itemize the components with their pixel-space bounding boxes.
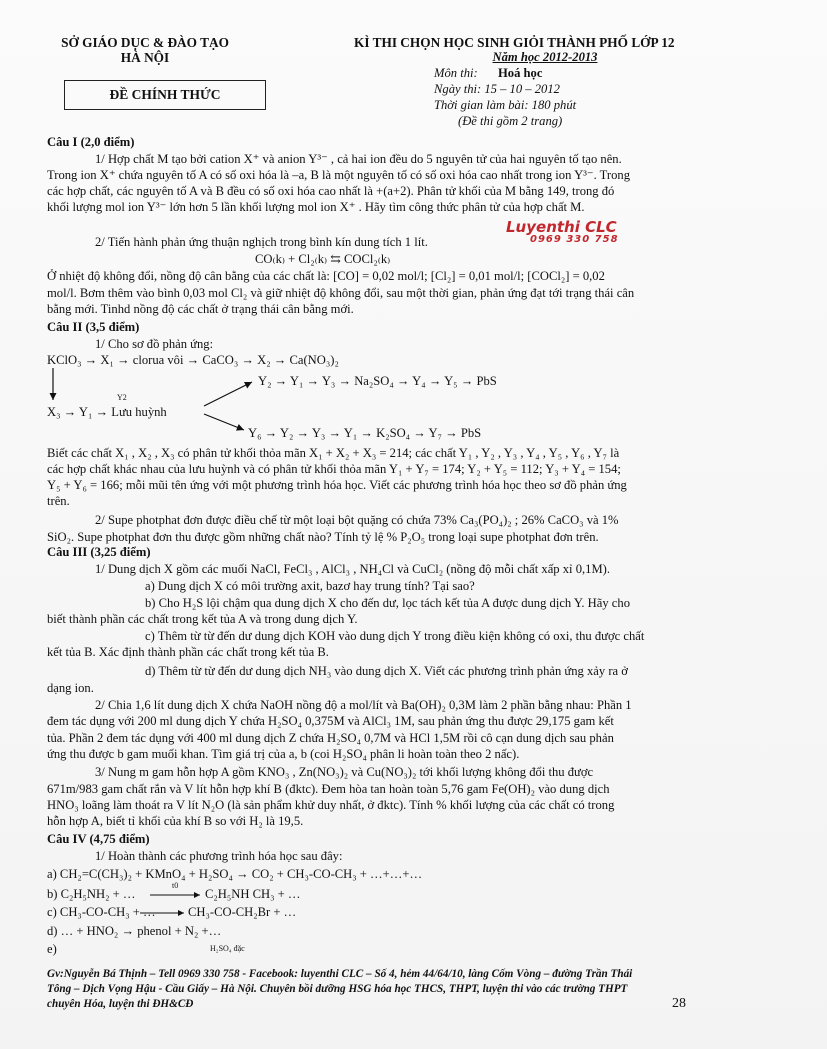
q3-c1: c) Thêm từ từ đến dư dung dịch KOH vào dung dịch Y trong điều kiện không có oxi, thu được chất: [145, 629, 645, 643]
q3-p2-l2: đem tác dụng với 200 ml dung dịch Y chứa H₂SO₄ 0,375M và AlCl₃ 1M, sau phản ứng thu được 29,175 gam kết: [47, 714, 614, 728]
q3-p3-l2: 671m/983 gam chất rắn và V lít hỗn hợp khí B (đktc). Đem hòa tan hoàn toàn 5,76 gam Fe(OH)₂ vào dung dịch: [47, 782, 610, 796]
q4-eq-b-left: b) C₂H₅NH₂ + …: [47, 887, 136, 901]
q2-text-l1: Biết các chất X₁ , X₂ , X₃ có phân tử khối thỏa mãn X₁ + X₂ + X₃ = 214; các chất Y₁ , Y₂ , Y₃ , Y₄ , Y₅ , Y₆ , Y₇ là: [47, 446, 620, 460]
q1-title: Câu I (2,0 điểm): [47, 135, 135, 149]
subject-label: Môn thi:: [434, 66, 478, 80]
exam-pages: (Đề thi gồm 2 trang): [458, 114, 563, 128]
q3-p3-l3: HNO₃ loãng làm thoát ra V lít N₂O (là sản phẩm khử duy nhất, ở đktc). Tính % khối lượng của các chất có trong: [47, 798, 615, 812]
q2-p2-l2: SiO₂. Supe photphat đơn thu được gồm những chất nào? Tính tỷ lệ % P₂O₅ trong loại supe photphat đơn trên.: [47, 530, 599, 544]
diagram-row4: Y₆ → Y₂ → Y₃ → Y₁ → K₂SO₄ → Y₇ → PbS: [248, 426, 482, 440]
q2-text-l4: trên.: [47, 494, 70, 508]
q4-eq-d: d) … + HNO₂ → phenol + N₂ +…: [47, 924, 222, 938]
diagram-row2: Y₂ → Y₁ → Y₃ → Na₂SO₄ → Y₄ → Y₅ → PbS: [258, 374, 497, 388]
q1-p1-l4: khối lượng mol ion Y³⁻ lớn hơn 5 lần khối lượng mol ion X⁺ . Hãy tìm công thức phân tử của hợp chất M.: [47, 200, 585, 214]
q3-a: a) Dung dịch X có môi trường axit, bazơ hay trung tính? Tại sao?: [145, 579, 475, 593]
diagram-row1: KClO₃ → X₁ → clorua vôi → CaCO₃ → X₂ → Ca(NO₃)₂: [47, 353, 339, 367]
q1-equation: CO₍k₎ + Cl₂₍k₎ ⇆ COCl₂₍k₎: [255, 252, 391, 266]
q4-eq-c-right: CH₃-CO-CH₂Br + …: [188, 905, 297, 919]
q1-p2-l3: mol/l. Bơm thêm vào bình 0,03 mol Cl₂ và giữ nhiệt độ không đổi, sau một thời gian, phản ứng đạt tới trạng thái cân: [47, 286, 635, 300]
footer-line1: Gv:Nguyễn Bá Thịnh – Tell 0969 330 758 - Facebook: luyenthi CLC – Số 4, hẻm 44/64/10, làng Cốm Vòng – đường Trần Thái: [47, 968, 633, 980]
diagram-y2-label: Y2: [117, 393, 127, 402]
dept-line2: HÀ NỘI: [120, 50, 170, 65]
q1-p2-l4: bằng mới. Tinhd nồng độ các chất ở trạng thái cân bằng mới.: [47, 302, 354, 316]
watermark-line1: Luyenthi CLC: [506, 218, 617, 236]
q3-p1-l1: 1/ Dung dịch X gồm các muối NaCl, FeCl₃ , AlCl₃ , NH₄Cl và CuCl₂ (nồng độ mỗi chất xấp xỉ 0,1M).: [95, 562, 610, 576]
page-number: 28: [672, 996, 686, 1011]
dept-line1: SỞ GIÁO DỤC & ĐÀO TẠO: [61, 35, 229, 50]
official-box: ĐỀ CHÍNH THỨC: [64, 80, 266, 110]
footer-line2: Tông – Dịch Vọng Hậu - Cầu Giấy – Hà Nội. Chuyên bồi dưỡng HSG hóa học THCS, THPT, luyện thi vào các trường THPT: [47, 983, 628, 995]
q3-p3-l1: 3/ Nung m gam hỗn hợp A gồm KNO₃ , Zn(NO₃)₂ và Cu(NO₃)₂ tới khối lượng không đổi thu được: [95, 765, 594, 779]
exam-date: Ngày thi: 15 – 10 – 2012: [434, 82, 560, 96]
exam-duration: Thời gian làm bài: 180 phút: [434, 98, 577, 112]
diagram-row3: X₃ → Y₁ → Lưu huỳnh: [47, 405, 167, 419]
subject-value: Hoá học: [498, 66, 543, 80]
watermark-line2: 0969 330 758: [530, 234, 619, 245]
q3-p2-l4: ứng thu được b gam muối khan. Tìm giá trị của a, b (coi H₂SO₄ phân li hoàn toàn theo 2 nấc).: [47, 747, 520, 761]
q3-p3-l4: hỗn hợp A, biết tỉ khối của khí B so với H₂ là 19,5.: [47, 814, 304, 828]
q3-b2: biết thành phần các chất trong kết tủa A và trong dung dịch Y.: [47, 612, 358, 626]
q3-p2-l1: 2/ Chia 1,6 lít dung dịch X chứa NaOH nồng độ a mol/lít và Ba(OH)₂ 0,3M làm 2 phần bằng nhau: Phần 1: [95, 698, 632, 712]
school-year: Năm học 2012-2013: [492, 50, 598, 64]
q4-eq-a: a) CH₂=C(CH₃)₂ + KMnO₄ + H₂SO₄ → CO₂ + CH₃-CO-CH₃ + …+…+…: [47, 867, 423, 881]
q2-p2-l1: 2/ Supe photphat đơn được điều chế từ một loại bột quặng có chứa 73% Ca₃(PO₄)₂ ; 26% CaCO₃ và 1%: [95, 513, 619, 527]
q2-title: Câu II (3,5 điểm): [47, 320, 140, 334]
q3-p2-l3: tủa. Phần 2 đem tác dụng với 400 ml dung dịch Z chứa H₂SO₄ 0,7M và HCl 1,5M rồi cô cạn dung dịch sau phản: [47, 731, 614, 745]
q1-p2-l2: Ở nhiệt độ không đổi, nồng độ cân bằng của các chất là: [CO] = 0,02 mol/l; [Cl₂] = 0,01 mol/l; [COCl₂] = 0,02: [47, 269, 605, 283]
q2-text-l3: Y₅ + Y₆ = 166; mỗi mũi tên ứng với một phương trình hóa học. Viết các phương trình hóa học theo sơ đồ phản ứng: [47, 478, 627, 492]
q1-p2-l1: 2/ Tiến hành phản ứng thuận nghịch trong bình kín dung tích 1 lít.: [95, 235, 428, 249]
exam-title: KÌ THI CHỌN HỌC SINH GIỎI THÀNH PHỐ LỚP 12: [354, 35, 675, 50]
q4-title: Câu IV (4,75 điểm): [47, 832, 150, 846]
q1-p1-l2: Trong ion X⁺ chứa nguyên tố A có số oxi hóa là –a, B là một nguyên tố có số oxi hóa cao nhất trong ion Y³⁻. Trong: [47, 168, 630, 182]
q3-d2: dạng ion.: [47, 681, 94, 695]
q4-eq-e-condition: H₂SO₄ đặc: [210, 944, 245, 953]
q4-p1: 1/ Hoàn thành các phương trình hóa học sau đây:: [95, 849, 343, 863]
q1-p1-l3: các hợp chất, các nguyên tố A và B đều có số oxi hóa cao nhất là +(a+2). Phân tử khối của M bằng 149, trong đó: [47, 184, 615, 198]
q3-title: Câu III (3,25 điểm): [47, 545, 151, 559]
q3-c2: kết tủa B. Xác định thành phần các chất trong kết tủa B.: [47, 645, 329, 659]
q2-p1-title: 1/ Cho sơ đồ phản ứng:: [95, 337, 214, 351]
q4-eq-b-condition: t0: [172, 881, 179, 890]
q3-d1: d) Thêm từ từ đến dư dung dịch NH₃ vào dung dịch X. Viết các phương trình phản ứng xảy ra ở: [145, 664, 628, 678]
q2-text-l2: các hợp chất khác nhau của lưu huỳnh và có phân tử khối thỏa mãn Y₁ + Y₇ = 174; Y₂ + Y₅ = 112; Y₃ + Y₄ = 154;: [47, 462, 621, 476]
q4-eq-b-right: C₂H₅NH CH₃ + …: [205, 887, 301, 901]
q3-b1: b) Cho H₂S lội chậm qua dung dịch X cho đến dư, lọc tách kết tủa A được dung dịch Y. Hãy cho: [145, 596, 630, 610]
q4-eq-c-left: c) CH₃-CO-CH₃ + …: [47, 905, 156, 919]
q1-p1-l1: 1/ Hợp chất M tạo bởi cation X⁺ và anion Y³⁻ , cả hai ion đều do 5 nguyên tử của hai nguyên tố tạo nên.: [95, 152, 622, 166]
q4-eq-e: e): [47, 942, 57, 956]
footer-line3: chuyên Hóa, luyện thi ĐH&CĐ: [47, 998, 194, 1010]
